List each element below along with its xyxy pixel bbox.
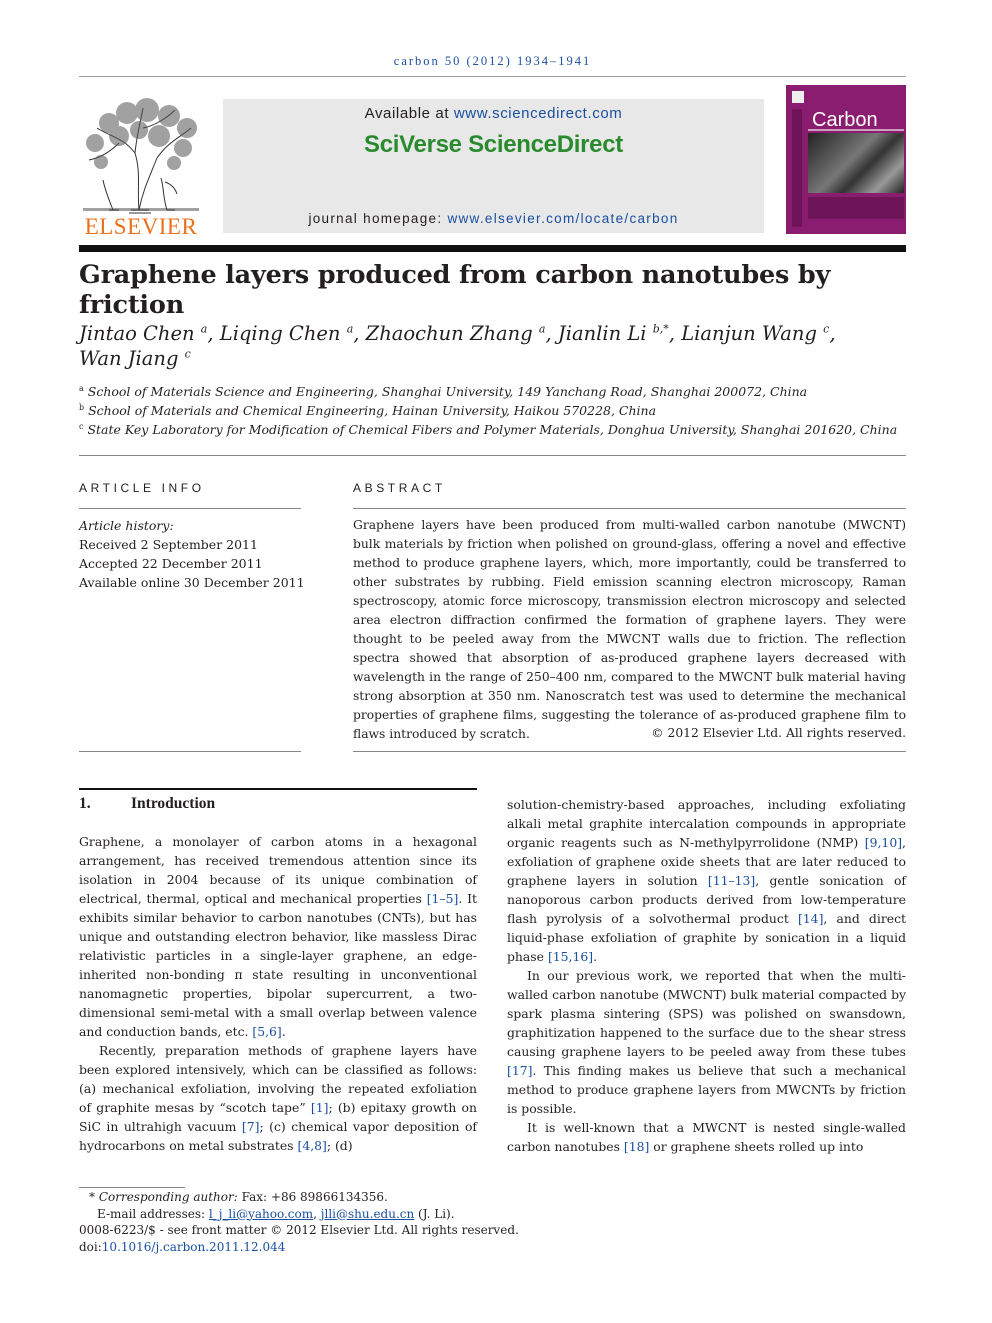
homepage-prefix: journal homepage: bbox=[308, 211, 448, 226]
author-list bbox=[79, 321, 909, 371]
author: Jianlin Li $^{b,*}$, bbox=[557, 322, 682, 345]
journal-cover bbox=[786, 85, 906, 234]
citation-link[interactable]: [11–13] bbox=[707, 873, 756, 888]
abstract-text: Graphene layers have been produced from multi-walled carbon nanotube (MWCNT) bulk materials by friction when polished on ground-glass, offering a novel and effective method to produce graphene layers, which, more importantly, could be transferred to other substrates by rubbing. Field emission scanning electron microscopy, Raman spectroscopy, atomic force microscopy, transmission electron microscopy and selected area electron diffraction confirmed the formation of graphene layers. They were thought to be peeled away from the MWCNT walls due to friction. The reflection spectra showed that absorption of as-produced graphene layers decreased with wavelength in the range of 250–400 nm, compared to the MWCNT bulk material having strong absorption at 350 nm. Nanoscratch test was used to determine the mechanical properties of graphene films, suggesting the tolerance of as-produced graphene film to flaws introduced by scratch. bbox=[353, 518, 906, 741]
citation-link[interactable]: [1] bbox=[310, 1100, 329, 1115]
citation-link[interactable]: [4,8] bbox=[297, 1138, 327, 1153]
email-addresses: E-mail addresses: l_j_li@yahoo.com, jlli@shu.edu.cn (J. Li). bbox=[97, 1206, 455, 1221]
footnotes bbox=[79, 1189, 679, 1255]
citation-link[interactable]: [17] bbox=[507, 1063, 533, 1078]
affiliation: $^c$ State Key Laboratory for Modification of Chemical Fibers and Polymer Materials, Donghua University, Shanghai 201620, China bbox=[79, 422, 898, 438]
cover-title: Carbon bbox=[812, 109, 878, 131]
citation-link[interactable]: [15,16] bbox=[547, 949, 594, 964]
email-link[interactable]: l_j_li@yahoo.com bbox=[208, 1206, 314, 1221]
paragraph: In our previous work, we reported that when the multi-walled carbon nanotube (MWCNT) bulk material compacted by spark plasma sintering (SPS) was polished on swansdown, graphitization happened to the surface due to the shear stress causing graphene layers to be peeled away from these tubes [17]. This finding makes us believe that such a mechanical method to produce graphene layers from MWCNTs by friction is possible. bbox=[507, 968, 906, 1116]
paragraph: Recently, preparation methods of graphene layers have been explored intensively, which can be classified as follows: (a) mechanical exfoliation, involving the repeated exfoliation of graphite mesas by “scotch tape” [1]; (b) epitaxy growth on SiC in ultrahigh vacuum [7]; (c) chemical vapor deposition of hydrocarbons on metal substrates [4,8]; (d) bbox=[79, 1043, 477, 1153]
author: Lianjun Wang $^c$, bbox=[681, 322, 836, 345]
author: Liqing Chen $^a$, bbox=[219, 322, 366, 345]
article-history bbox=[79, 516, 309, 592]
sciverse-brand: SciVerse ScienceDirect bbox=[364, 131, 623, 158]
paragraph: It is well-known that a MWCNT is nested single-walled carbon nanotubes [18] or graphene sheets rolled up into bbox=[507, 1120, 906, 1154]
citation-link[interactable]: [9,10] bbox=[864, 835, 903, 850]
abstract-rule bbox=[353, 508, 906, 509]
author: Zhaochun Zhang $^a$, bbox=[365, 322, 558, 345]
affiliation-rule bbox=[79, 455, 906, 456]
elsevier-wordmark: ELSEVIER bbox=[84, 214, 198, 239]
email-link[interactable]: jlli@shu.edu.cn bbox=[320, 1206, 415, 1221]
article-info-label: ARTICLE INFO bbox=[79, 481, 205, 495]
homepage-link[interactable]: www.elsevier.com/locate/carbon bbox=[447, 211, 679, 226]
citation-link[interactable]: [14] bbox=[797, 911, 824, 926]
available-at bbox=[223, 105, 764, 122]
citation-link[interactable]: [7] bbox=[241, 1119, 260, 1134]
received-date: Received 2 September 2011 bbox=[79, 537, 258, 552]
citation-link[interactable]: [18] bbox=[623, 1139, 650, 1154]
article-info-rule bbox=[79, 508, 301, 509]
article-info-bottom-rule bbox=[79, 751, 301, 752]
paragraph: Graphene, a monolayer of carbon atoms in a hexagonal arrangement, has received tremendous attention since its isolation in 2004 because of its unique combination of electrical, thermal, optical and mechanical properties [1–5]. It exhibits similar behavior to carbon nanotubes (CNTs), but has unique and outstanding electron behavior, like massless Dirac relativistic particles in a single-layer graphene, an edge-inherited non-bonding π state resulting in unconventional nanomagnetic properties, bipolar supercurrent, a two-dimensional semi-metal with a small overlap between valence and conduction bands, etc. [5,6]. bbox=[79, 834, 477, 1039]
abstract-label: ABSTRACT bbox=[353, 481, 446, 495]
author: Jintao Chen $^a$, bbox=[79, 322, 220, 345]
affiliation: $^a$ School of Materials Science and Engineering, Shanghai University, 149 Yanchang Road, Shanghai 200072, China bbox=[79, 384, 808, 400]
running-head: carbon 50 (2012) 1934–1941 bbox=[393, 54, 592, 68]
citation-link[interactable]: [5,6] bbox=[252, 1024, 282, 1039]
body-column-left bbox=[79, 832, 477, 1155]
paragraph: solution-chemistry-based approaches, including exfoliating alkali metal graphite intercalation compounds in appropriate organic reagents such as N-methylpyrrolidone (NMP) [9,10], exfoliation of graphene oxide sheets that are later reduced to graphene layers in solution [11–13], gentle sonication of nanoporous carbon products derived from low-temperature flash pyrolysis of a solvothermal product [14], and direct liquid-phase exfoliation of graphite by sonication in a liquid phase [15,16]. bbox=[507, 797, 907, 964]
affiliation: $^b$ School of Materials and Chemical Engineering, Hainan University, Haikou 570228, China bbox=[79, 403, 657, 419]
corresponding-author: * Corresponding author: Fax: +86 89866134356. bbox=[89, 1190, 388, 1204]
history-label: Article history: bbox=[79, 518, 174, 533]
header-rule bbox=[79, 76, 906, 77]
issn-line: 0008-6223/$ - see front matter © 2012 Elsevier Ltd. All rights reserved. bbox=[79, 1223, 519, 1238]
author: Wan Jiang $^c$ bbox=[79, 347, 191, 370]
masthead-rule bbox=[79, 245, 906, 252]
abstract-bottom-rule bbox=[353, 751, 906, 752]
sciencedirect-link[interactable]: www.sciencedirect.com bbox=[453, 105, 623, 122]
body-column-right bbox=[507, 795, 906, 1156]
footnote-rule bbox=[79, 1187, 185, 1188]
available-prefix: Available at bbox=[364, 105, 454, 122]
online-date: Available online 30 December 2011 bbox=[79, 575, 305, 590]
doi-link[interactable]: 10.1016/j.carbon.2011.12.044 bbox=[101, 1239, 286, 1254]
section-rule bbox=[79, 788, 477, 790]
accepted-date: Accepted 22 December 2011 bbox=[79, 556, 263, 571]
section-heading: 1. Introduction bbox=[79, 795, 216, 812]
abstract-copyright: © 2012 Elsevier Ltd. All rights reserved. bbox=[651, 726, 906, 740]
journal-homepage bbox=[223, 211, 764, 226]
citation-link[interactable]: [1–5] bbox=[426, 891, 459, 906]
doi-line: doi:10.1016/j.carbon.2011.12.044 bbox=[79, 1239, 286, 1254]
article-title: Graphene layers produced from carbon nanotubes by friction bbox=[79, 260, 831, 320]
